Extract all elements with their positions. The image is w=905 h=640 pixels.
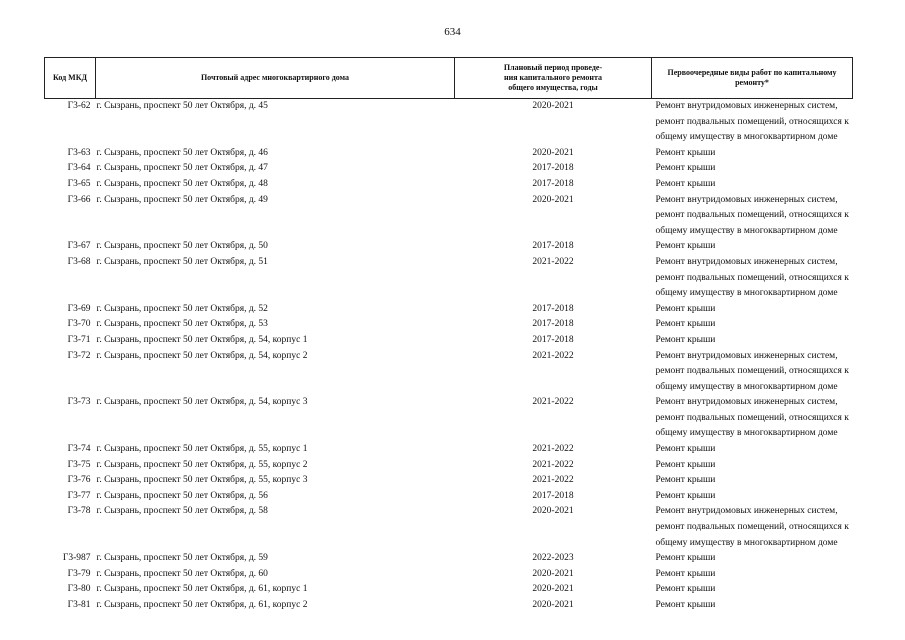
cell-works: [652, 395, 853, 442]
cell-works: [652, 333, 853, 349]
works-line: Ремонт внутридомовых инженерных систем,: [655, 194, 838, 205]
table-row: [45, 255, 853, 302]
cell-works: [652, 99, 853, 146]
cell-period: 2017-2018: [532, 334, 574, 345]
works-line: Ремонт крыши: [655, 553, 716, 564]
cell-period: 2020-2021: [532, 568, 574, 579]
cell-address: г. Сызрань, проспект 50 лет Октября, д. 54, корпус 1: [96, 334, 308, 345]
cell-address: г. Сызрань, проспект 50 лет Октября, д. 61, корпус 1: [96, 584, 308, 595]
works-line: Ремонт крыши: [655, 334, 716, 345]
table-body: [45, 99, 853, 614]
table-row: [45, 161, 853, 177]
cell-code: Г3-76: [67, 475, 91, 486]
cell-code: Г3-78: [67, 506, 91, 517]
cell-address: г. Сызрань, проспект 50 лет Октября, д. 55, корпус 1: [96, 444, 308, 455]
cell-address: г. Сызрань, проспект 50 лет Октября, д. 46: [96, 147, 268, 158]
works-line: Ремонт крыши: [655, 584, 716, 595]
cell-works: [652, 177, 853, 193]
cell-code: Г3-73: [67, 397, 91, 408]
works-line: Ремонт крыши: [655, 459, 716, 470]
works-line: Ремонт внутридомовых инженерных систем,: [655, 101, 838, 111]
table-row: [45, 317, 853, 333]
cell-address: г. Сызрань, проспект 50 лет Октября, д. 56: [96, 490, 268, 501]
table-row: [45, 239, 853, 255]
header-address: Почтовый адрес многоквартирного дома: [96, 58, 455, 99]
works-line: ремонт подвальных помещений, относящихся к: [655, 412, 849, 423]
cell-works: [652, 504, 853, 551]
works-line: Ремонт крыши: [655, 475, 716, 486]
cell-works: [652, 489, 853, 505]
cell-period: 2017-2018: [532, 241, 574, 252]
header-period-line: общего имущества, годы: [508, 83, 598, 92]
table-row: [45, 473, 853, 489]
cell-code: Г3-987: [62, 553, 91, 564]
cell-address: г. Сызрань, проспект 50 лет Октября, д. 53: [96, 319, 268, 330]
cell-code: Г3-63: [67, 147, 91, 158]
header-period-line: Плановый период проведе-: [503, 63, 603, 72]
cell-code: Г3-71: [67, 334, 91, 345]
works-line: Ремонт крыши: [655, 178, 716, 189]
table-row: [45, 582, 853, 598]
works-line: общему имуществу в многоквартирном доме: [655, 428, 838, 439]
table-row: [45, 177, 853, 193]
cell-code: Г3-74: [67, 444, 91, 455]
cell-works: [652, 458, 853, 474]
cell-works: [652, 582, 853, 598]
works-line: ремонт подвальных помещений, относящихся к: [655, 366, 849, 377]
table-row: [45, 193, 853, 240]
cell-works: [652, 193, 853, 240]
cell-period: 2021-2022: [532, 256, 574, 267]
cell-period: 2022-2023: [532, 553, 574, 564]
table-row: [45, 489, 853, 505]
cell-code: Г3-77: [67, 490, 91, 501]
cell-works: [652, 302, 853, 318]
works-line: Ремонт крыши: [655, 241, 716, 252]
cell-address: г. Сызрань, проспект 50 лет Октября, д. 49: [96, 194, 268, 205]
cell-works: [652, 255, 853, 302]
table-row: [45, 302, 853, 318]
works-line: Ремонт внутридомовых инженерных систем,: [655, 350, 838, 361]
cell-period: 2021-2022: [532, 397, 574, 408]
cell-address: г. Сызрань, проспект 50 лет Октября, д. 45: [96, 101, 268, 111]
table-row: [45, 99, 853, 146]
cell-code: Г3-64: [67, 163, 91, 174]
works-line: Ремонт крыши: [655, 490, 716, 501]
table-header-row: [45, 58, 853, 99]
works-line: ремонт подвальных помещений, относящихся к: [655, 272, 849, 283]
cell-address: г. Сызрань, проспект 50 лет Октября, д. 52: [96, 303, 268, 314]
cell-address: г. Сызрань, проспект 50 лет Октября, д. 51: [96, 256, 268, 267]
page-number: 634: [444, 26, 461, 38]
works-line: Ремонт внутридомовых инженерных систем,: [655, 506, 838, 517]
header-period-line: ния капитального ремонта: [504, 73, 602, 82]
cell-code: Г3-72: [67, 350, 91, 361]
cell-period: 2017-2018: [532, 490, 574, 501]
cell-code: Г3-81: [67, 600, 91, 610]
cell-works: [652, 551, 853, 567]
cell-address: г. Сызрань, проспект 50 лет Октября, д. 60: [96, 568, 268, 579]
table-row: [45, 442, 853, 458]
table-row: [45, 567, 853, 583]
cell-code: Г3-65: [67, 178, 91, 189]
header-period: [455, 58, 652, 99]
cell-works: [652, 473, 853, 489]
cell-code: Г3-62: [67, 101, 91, 111]
works-line: Ремонт крыши: [655, 444, 716, 455]
cell-works: [652, 442, 853, 458]
capital-repair-table: [44, 57, 853, 614]
cell-period: 2020-2021: [532, 147, 574, 158]
cell-period: 2021-2022: [532, 459, 574, 470]
cell-works: [652, 598, 853, 614]
cell-works: [652, 317, 853, 333]
cell-period: 2020-2021: [532, 194, 574, 205]
cell-period: 2020-2021: [532, 101, 574, 111]
cell-code: Г3-69: [67, 303, 91, 314]
header-code: Код МКД: [45, 58, 96, 99]
cell-period: 2020-2021: [532, 584, 574, 595]
works-line: Ремонт крыши: [655, 319, 716, 330]
header-works-line: Первоочередные виды работ по капитальному: [667, 68, 837, 77]
works-line: общему имуществу в многоквартирном доме: [655, 381, 838, 392]
works-line: Ремонт внутридомовых инженерных систем,: [655, 256, 838, 267]
cell-works: [652, 349, 853, 396]
cell-period: 2021-2022: [532, 475, 574, 486]
cell-period: 2017-2018: [532, 319, 574, 330]
cell-code: Г3-79: [67, 568, 91, 579]
cell-code: Г3-80: [67, 584, 91, 595]
works-line: Ремонт крыши: [655, 568, 716, 579]
cell-works: [652, 161, 853, 177]
cell-period: 2020-2021: [532, 600, 574, 610]
cell-code: Г3-75: [67, 459, 91, 470]
cell-address: г. Сызрань, проспект 50 лет Октября, д. 55, корпус 2: [96, 459, 308, 470]
works-line: Ремонт внутридомовых инженерных систем,: [655, 397, 838, 408]
table-row: [45, 349, 853, 396]
table-row: [45, 146, 853, 162]
cell-works: [652, 239, 853, 255]
cell-code: Г3-70: [67, 319, 91, 330]
cell-period: 2017-2018: [532, 178, 574, 189]
table-row: [45, 551, 853, 567]
cell-code: Г3-68: [67, 256, 91, 267]
cell-period: 2021-2022: [532, 444, 574, 455]
works-line: Ремонт крыши: [655, 600, 716, 610]
table-row: [45, 458, 853, 474]
cell-address: г. Сызрань, проспект 50 лет Октября, д. 54, корпус 2: [96, 350, 308, 361]
cell-address: г. Сызрань, проспект 50 лет Октября, д. 61, корпус 2: [96, 600, 308, 610]
cell-address: г. Сызрань, проспект 50 лет Октября, д. 47: [96, 163, 268, 174]
works-line: ремонт подвальных помещений, относящихся к: [655, 522, 849, 533]
cell-period: 2017-2018: [532, 163, 574, 174]
cell-period: 2020-2021: [532, 506, 574, 517]
table-row: [45, 395, 853, 442]
table-row: [45, 598, 853, 614]
works-line: общему имуществу в многоквартирном доме: [655, 132, 838, 143]
table-row: [45, 333, 853, 349]
cell-address: г. Сызрань, проспект 50 лет Октября, д. 58: [96, 506, 268, 517]
cell-code: Г3-66: [67, 194, 91, 205]
table-row: [45, 504, 853, 551]
works-line: общему имуществу в многоквартирном доме: [655, 288, 838, 299]
works-line: Ремонт крыши: [655, 303, 716, 314]
cell-works: [652, 567, 853, 583]
cell-period: 2021-2022: [532, 350, 574, 361]
cell-code: Г3-67: [67, 241, 91, 252]
cell-works: [652, 146, 853, 162]
cell-address: г. Сызрань, проспект 50 лет Октября, д. 50: [96, 241, 268, 252]
cell-address: г. Сызрань, проспект 50 лет Октября, д. 55, корпус 3: [96, 475, 308, 486]
cell-period: 2017-2018: [532, 303, 574, 314]
works-line: ремонт подвальных помещений, относящихся к: [655, 116, 849, 127]
cell-address: г. Сызрань, проспект 50 лет Октября, д. 54, корпус 3: [96, 397, 308, 408]
cell-address: г. Сызрань, проспект 50 лет Октября, д. 48: [96, 178, 268, 189]
works-line: Ремонт крыши: [655, 163, 716, 174]
works-line: общему имуществу в многоквартирном доме: [655, 537, 838, 548]
works-line: Ремонт крыши: [655, 147, 716, 158]
works-line: общему имуществу в многоквартирном доме: [655, 225, 838, 236]
cell-address: г. Сызрань, проспект 50 лет Октября, д. 59: [96, 553, 268, 564]
header-works-line: ремонту*: [735, 78, 769, 87]
works-line: ремонт подвальных помещений, относящихся к: [655, 210, 849, 221]
header-works: [652, 58, 853, 99]
